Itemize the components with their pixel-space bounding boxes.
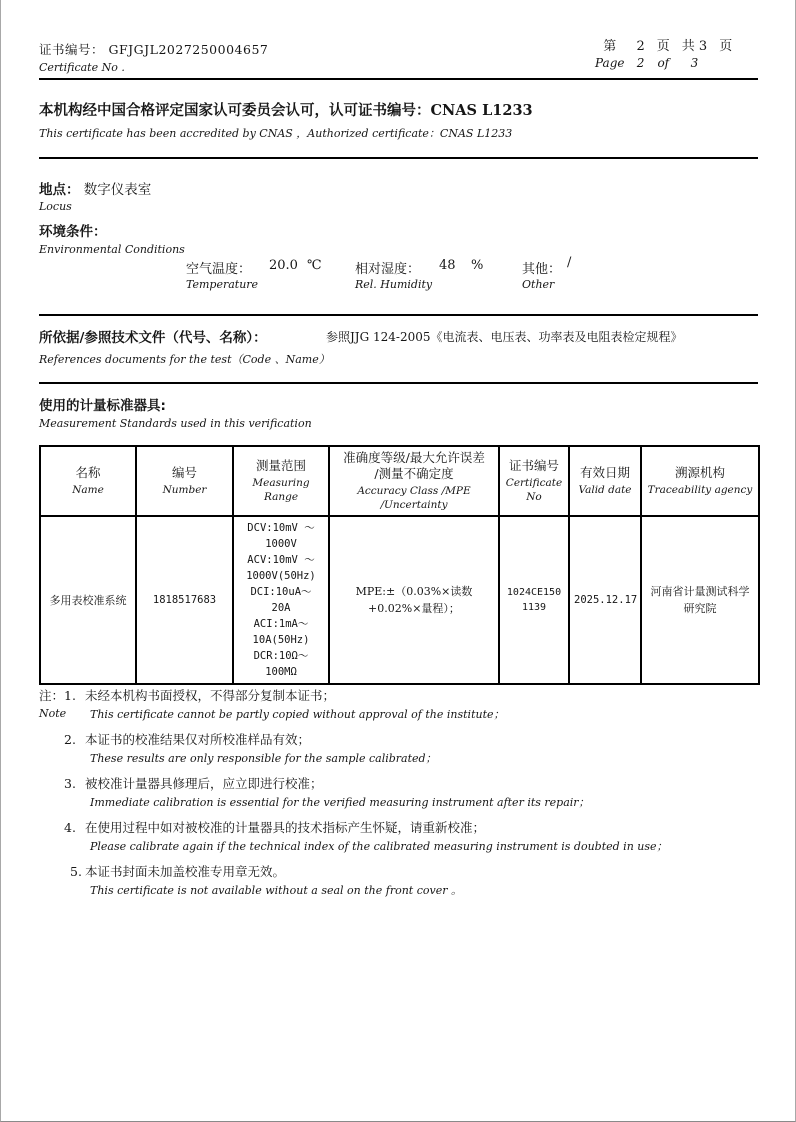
col-header-agency: 溯源机构 Traceability agency [641, 446, 759, 516]
location-label-zh: 地点： [39, 182, 80, 198]
note-item-1: 1. 未经本机构书面授权，不得部分复制本证书； This certificate cannot be partly copied without approval of the institute； [64, 688, 505, 721]
accreditation-text-en: This certificate has been accredited by CNAS ，Authorized certificate：CNAS L1233 [39, 127, 513, 140]
temperature-value: 20.0 [269, 258, 298, 273]
environment-title-block [39, 220, 185, 256]
references-value: 参照JJG 124-2005《电流表、电压表、功率表及电阻表检定规程》 [326, 330, 683, 344]
divider-references [39, 382, 758, 384]
location-block [39, 178, 151, 213]
accreditation-cnas-number: CNAS L1233 [430, 102, 533, 119]
page-number-zh: 2 [636, 39, 645, 54]
location-value: 数字仪表室 [83, 182, 152, 198]
accreditation-text-zh: 本机构经中国合格评定国家认可委员会认可，认可证书编号： [39, 103, 431, 119]
col-header-name: 名称 Name [40, 446, 136, 516]
cell-range: DCV:10mV ～ 1000V ACV:10mV ～ 1000V(50Hz) DCI:10uA～ 20A ACI:1mA～ 10A(50Hz) DCR:10Ω～100MΩ [233, 516, 329, 684]
cell-agency: 河南省计量测试科学研究院 [641, 516, 759, 684]
references-label-block [39, 326, 330, 367]
cell-valid-date: 2025.12.17 [569, 516, 641, 684]
humidity-value: 48 [439, 258, 456, 273]
cell-number: 1818517683 [136, 516, 233, 684]
page-number-en: 2 [636, 56, 645, 70]
standards-title-zh: 使用的计量标准器具: [39, 398, 166, 414]
other-label-zh: 其他： [522, 262, 562, 277]
page-unit2-zh: 页 [719, 39, 733, 54]
references-label-en: References documents for the test（Code 、Name） [39, 353, 330, 366]
cell-name: 多用表校准系统 [40, 516, 136, 684]
certificate-number-block [39, 40, 268, 74]
environment-values-row [1, 255, 796, 300]
environment-title-zh: 环境条件： [39, 224, 107, 240]
divider-environment [39, 314, 758, 316]
accreditation-block [39, 99, 758, 141]
col-header-valid-date: 有效日期 Valid date [569, 446, 641, 516]
divider-header [39, 78, 758, 80]
col-header-number: 编号 Number [136, 446, 233, 516]
standards-title-en: Measurement Standards used in this verification [39, 417, 312, 430]
humidity-label-en: Rel. Humidity [355, 278, 433, 291]
note-item-4: 4. 在使用过程中如对被校准的计量器具的技术指标产生怀疑，请重新校准； Please calibrate again if the technical index of the calibrated measuring instrument is doubted in use； [64, 820, 668, 853]
location-label-en: Locus [39, 200, 72, 213]
certificate-number-label-zh: 证书编号： [39, 42, 105, 57]
divider-accreditation [39, 157, 758, 159]
certificate-number-value: GFJGJL2027250004657 [108, 42, 269, 57]
col-header-certificate-no: 证书编号 Certificate No [499, 446, 569, 516]
standards-table-header-row [40, 446, 759, 516]
page-word-en: Page [595, 56, 625, 70]
cell-accuracy: MPE:±（0.03%×读数+0.02%×量程）； [329, 516, 499, 684]
other-value: / [567, 255, 572, 270]
certificate-number-label-en: Certificate No . [39, 61, 125, 74]
environment-title-en: Environmental Conditions [39, 243, 185, 256]
page-total-en: 3 [690, 56, 699, 70]
other-label-en: Other [522, 278, 555, 291]
notes-prefix-zh: 注： [39, 688, 65, 703]
note-item-3: 3. 被校准计量器具修理后，应立即进行校准； Immediate calibration is essential for the verified measuring instrument after its repair； [64, 776, 590, 809]
notes-prefix-en: Note [39, 707, 67, 720]
page-unit-zh: 页 [656, 39, 670, 54]
page-number-block [589, 38, 738, 72]
col-header-accuracy: 准确度等级/最大允许误差 /测量不确定度 Accuracy Class /MPE /Uncertainty [329, 446, 499, 516]
standards-table [39, 445, 760, 685]
page-total-zh: 共 3 [681, 39, 708, 54]
humidity-label-zh: 相对湿度： [355, 262, 421, 277]
page-word-zh: 第 [603, 39, 617, 54]
note-item-5: 5. 本证书封面未加盖校准专用章无效。 This certificate is not available without a seal on the front cover 。 [70, 864, 462, 897]
temperature-unit: ℃ [307, 258, 322, 273]
standards-table-row [40, 516, 759, 684]
notes-block [39, 686, 769, 906]
humidity-unit: % [471, 258, 484, 273]
standards-title-block [39, 394, 312, 430]
cell-certificate-no: 1024CE1501139 [499, 516, 569, 684]
temperature-label-en: Temperature [186, 278, 259, 291]
temperature-label-zh: 空气温度： [186, 262, 252, 277]
col-header-range: 测量范围 Measuring Range [233, 446, 329, 516]
page-of-en: of [657, 56, 670, 70]
note-item-2: 2. 本证书的校准结果仅对所校准样品有效； These results are only responsible for the sample calibrated； [64, 732, 437, 765]
references-label-zh: 所依据/参照技术文件（代号、名称）： [39, 330, 267, 346]
